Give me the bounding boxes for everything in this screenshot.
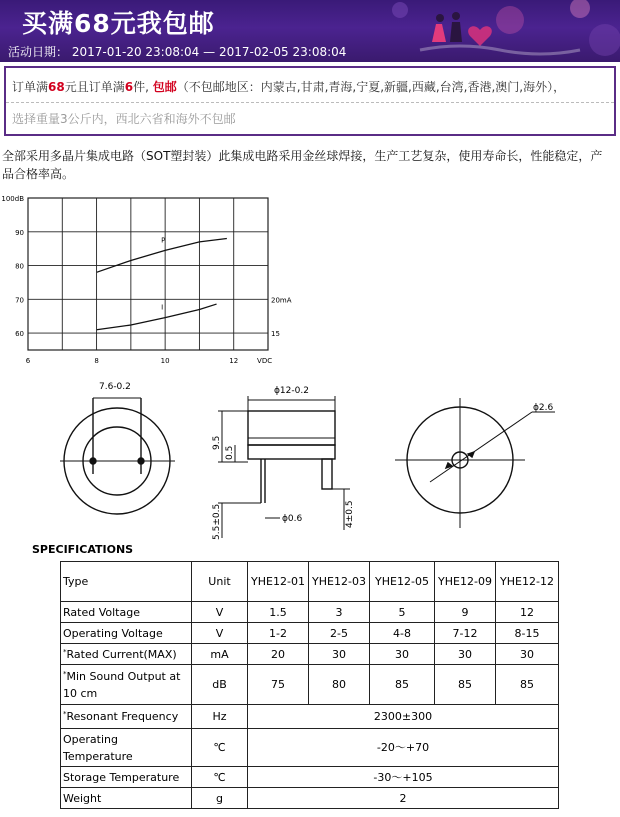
cell: 30 — [309, 644, 370, 665]
cell: 20 — [248, 644, 309, 665]
rule-text: 件, — [133, 80, 153, 94]
row-unit: g — [192, 788, 248, 809]
banner-title: 买满68元我包邮 — [22, 9, 215, 38]
row-unit: ℃ — [192, 767, 248, 788]
row-unit: mA — [192, 644, 248, 665]
date-label: 活动日期： — [8, 45, 69, 59]
footnote-mark: * — [63, 647, 67, 656]
y-tick-label: 90 — [15, 228, 24, 237]
row-label — [61, 644, 192, 665]
table-row — [61, 644, 559, 665]
x-axis-label: VDC — [257, 357, 273, 365]
date-end: 2017-02-05 23:08:04 — [218, 45, 347, 59]
chart-series — [97, 239, 227, 330]
row-label: Rated Voltage — [61, 602, 192, 623]
cell: 30 — [370, 644, 435, 665]
footnote-mark: * — [63, 669, 67, 678]
row-label: Operating Temperature — [61, 729, 192, 767]
cell: 80 — [309, 665, 370, 705]
banner-decoration-image — [360, 0, 620, 62]
chart-labels — [1, 195, 291, 365]
cell: 4-8 — [370, 623, 435, 644]
row-label-text: Resonant Frequency — [66, 710, 179, 723]
cell: 75 — [248, 665, 309, 705]
shipping-notice — [4, 66, 616, 136]
y-tick-label: 60 — [15, 330, 24, 339]
cell: 1-2 — [248, 623, 309, 644]
row-label: Weight — [61, 788, 192, 809]
col-model: YHE12-12 — [496, 562, 559, 602]
rule-text: 订单满 — [12, 80, 49, 94]
y-tick-label: 70 — [15, 296, 24, 305]
row-unit: dB — [192, 665, 248, 705]
table-row — [61, 602, 559, 623]
side-dim-pitch: 4±0.5 — [345, 500, 355, 528]
heart-icon — [468, 26, 492, 46]
dimension-drawings — [0, 378, 620, 543]
rule-count: 6 — [124, 80, 134, 94]
excluded-regions: （不包邮地区：内蒙古,甘肃,青海,宁夏,新疆,西藏,台湾,香港,澳门,海外）， — [176, 80, 566, 94]
performance-chart — [0, 190, 300, 388]
col-type: Type — [61, 562, 192, 602]
cell: 30 — [435, 644, 496, 665]
col-unit: Unit — [192, 562, 248, 602]
chart-grid — [28, 198, 268, 350]
x-tick-label: 6 — [25, 357, 31, 365]
x-tick-label: 10 — [160, 357, 170, 365]
row-label — [61, 705, 192, 729]
cell: 3 — [309, 602, 370, 623]
y-tick-label: 100dB — [1, 195, 24, 203]
date-start: 2017-01-20 23:08:04 — [71, 45, 200, 59]
row-unit: Hz — [192, 705, 248, 729]
series-label-I: I — [161, 303, 164, 312]
specs-title: SPECIFICATIONS — [32, 543, 134, 556]
col-model: YHE12-01 — [248, 562, 309, 602]
cell-merged: 2 — [248, 788, 559, 809]
front-dim-hole: ϕ2.6 — [533, 403, 554, 413]
promo-banner — [0, 0, 620, 62]
col-model: YHE12-05 — [370, 562, 435, 602]
cell: 8-15 — [496, 623, 559, 644]
top-dim-label: 7.6-0.2 — [99, 382, 131, 392]
y-right-tick-label: 15 — [271, 330, 280, 339]
top-view-drawing — [60, 398, 175, 514]
cell: 85 — [496, 665, 559, 705]
rule-amount: 68 — [48, 80, 65, 94]
side-dim-pin: ϕ0.6 — [282, 514, 303, 524]
table-row — [61, 665, 559, 705]
table-row — [61, 705, 559, 729]
cell: 9 — [435, 602, 496, 623]
table-row — [61, 788, 559, 809]
date-dash: — — [203, 45, 216, 59]
series-line-I — [97, 304, 217, 330]
row-unit: ℃ — [192, 729, 248, 767]
cell-merged: 2300±300 — [248, 705, 559, 729]
couple-icon — [432, 12, 462, 42]
cell: 12 — [496, 602, 559, 623]
cell-merged: -20～+70 — [248, 729, 559, 767]
table-header-row — [61, 562, 559, 602]
activity-date — [8, 43, 346, 60]
table-row — [61, 729, 559, 767]
row-label — [61, 665, 192, 705]
side-dim-top: ϕ12-0.2 — [274, 386, 309, 396]
side-dim-small: 0.5 — [225, 445, 235, 460]
rule-text: 元且订单满 — [64, 80, 125, 94]
cell: 7-12 — [435, 623, 496, 644]
notice-divider — [6, 102, 614, 103]
row-label: Operating Voltage — [61, 623, 192, 644]
free-shipping-label: 包邮 — [152, 80, 177, 94]
row-unit: V — [192, 623, 248, 644]
y-right-tick-label: 20mA — [271, 296, 292, 305]
row-unit: V — [192, 602, 248, 623]
specs-table — [60, 561, 559, 809]
product-description: 全部采用多晶片集成电路（SOT塑封装）此集成电路采用金丝球焊接，生产工艺复杂，使用寿命长，性能稳定，产品合格率高。 — [2, 149, 603, 181]
cell: 85 — [370, 665, 435, 705]
row-label-text: Min Sound Output at 10 cm — [63, 669, 181, 700]
series-label-P: P — [161, 236, 166, 245]
col-model: YHE12-03 — [309, 562, 370, 602]
cell: 85 — [435, 665, 496, 705]
cell: 2-5 — [309, 623, 370, 644]
side-dim-length: 5.5±0.5 — [212, 503, 222, 540]
front-view-drawing — [395, 398, 555, 528]
x-tick-label: 12 — [229, 357, 239, 365]
footnote-mark: * — [63, 710, 67, 718]
row-label-text: Rated Current(MAX) — [66, 647, 177, 661]
cell: 30 — [496, 644, 559, 665]
cell: 5 — [370, 602, 435, 623]
side-dim-height: 9.5 — [212, 435, 222, 450]
y-tick-label: 80 — [15, 262, 24, 271]
table-row — [61, 767, 559, 788]
x-tick-label: 8 — [94, 357, 99, 365]
weight-rule: 选择重量3公斤内，西北六省和海外不包邮 — [12, 112, 236, 126]
table-row — [61, 623, 559, 644]
cell: 1.5 — [248, 602, 309, 623]
cell-merged: -30～+105 — [248, 767, 559, 788]
row-label: Storage Temperature — [61, 767, 192, 788]
plot-frame — [28, 198, 268, 350]
free-shipping-rule — [12, 78, 565, 95]
col-model: YHE12-09 — [435, 562, 496, 602]
